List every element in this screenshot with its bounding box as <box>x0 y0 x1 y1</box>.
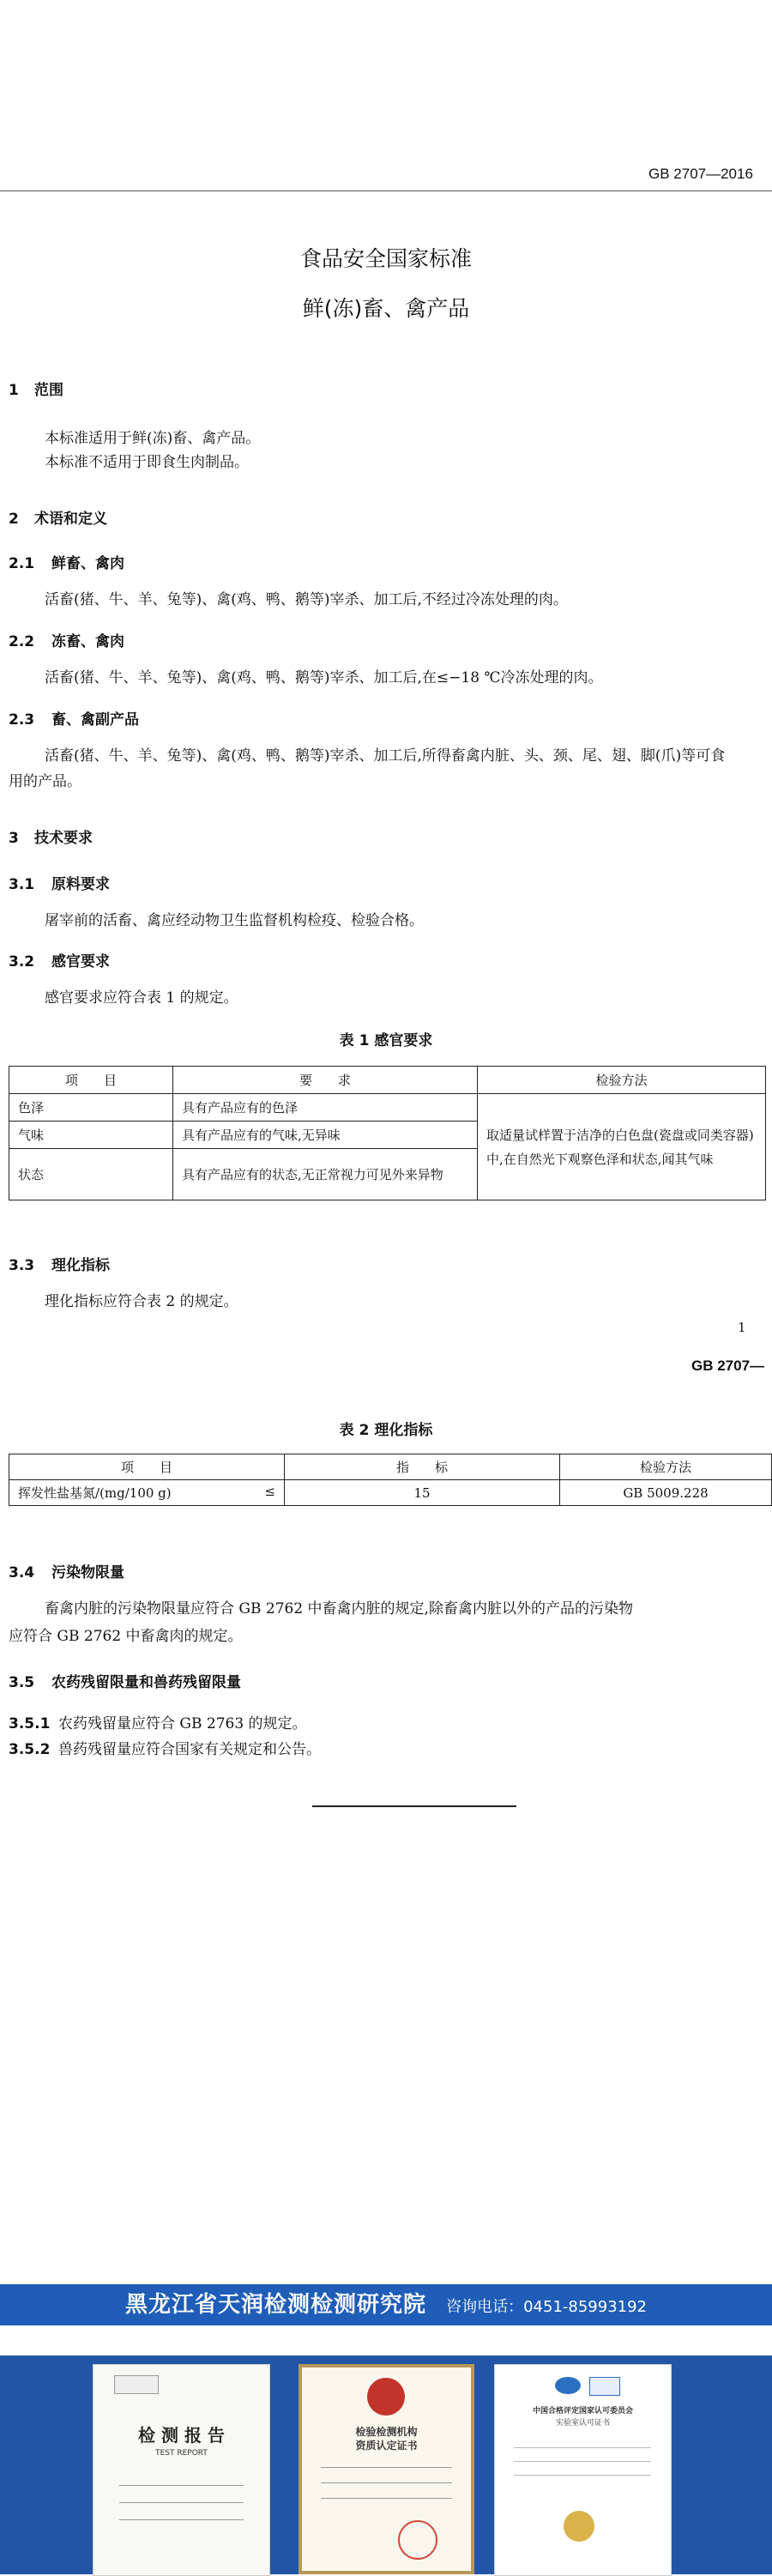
section-3-2-heading: 3.2 感官要求 <box>9 953 110 971</box>
cert-card-qualification <box>299 2364 474 2574</box>
cnas-subtitle: 实验室认可证书 <box>555 2419 610 2428</box>
table-2 <box>9 1454 772 1506</box>
table-1-cell-requirement: 具有产品应有的状态,无正常视力可见外来异物 <box>173 1149 478 1200</box>
section-2-1-heading: 2.1 鲜畜、禽肉 <box>9 555 124 572</box>
ilac-logo-icon <box>555 2377 581 2394</box>
section-3-5-heading: 3.5 农药残留限量和兽药残留限量 <box>9 1674 241 1691</box>
section-2-3-text-1: 活畜(猪、牛、羊、兔等)、禽(鸡、鸭、鹅等)宰杀、加工后,所得畜禽内脏、头、颈、尾、翅、脚(爪)等可食 <box>45 747 726 765</box>
table-1-header-method: 检验方法 <box>478 1067 766 1094</box>
qualification-title-1: 检验检测机构 <box>355 2426 418 2438</box>
cert-card-cnas <box>494 2364 672 2576</box>
section-3-5-1: 3.5.1 农药残留量应符合 GB 2763 的规定。 <box>9 1715 307 1732</box>
section-3-3-heading: 3.3 理化指标 <box>9 1257 110 1274</box>
section-3-4-heading: 3.4 污染物限量 <box>9 1564 124 1581</box>
page-2-doc-code: GB 2707— <box>691 1358 765 1374</box>
test-report-title: 检 测 报 告 <box>138 2425 225 2446</box>
qualification-title-2: 资质认定证书 <box>355 2440 418 2452</box>
table-1-cell-method: 取适量试样置于洁净的白色盘(瓷盘或同类容器)中,在自然光下观察色泽和状态,闻其气味 <box>478 1094 766 1200</box>
section-1-text-2: 本标准不适用于即食生肉制品。 <box>45 454 249 471</box>
section-3-4-text-2: 应符合 GB 2762 中畜禽肉的规定。 <box>9 1628 243 1645</box>
section-2-3-text-2: 用的产品。 <box>9 773 81 790</box>
table-1-header-item: 项 目 <box>9 1067 173 1094</box>
table-2-caption: 表 2 理化指标 <box>339 1422 433 1439</box>
cert-card-test-report <box>93 2364 270 2576</box>
standard-title: 食品安全国家标准 <box>299 246 472 271</box>
cnas-logo-icon <box>589 2377 620 2396</box>
table-1-caption: 表 1 感官要求 <box>339 1032 433 1049</box>
section-2-2-heading: 2.2 冻畜、禽肉 <box>9 633 124 650</box>
end-rule <box>312 1805 516 1807</box>
table-1-cell-item: 色泽 <box>9 1094 173 1122</box>
table-1-cell-requirement: 具有产品应有的色泽 <box>173 1094 478 1122</box>
table-2-cell-operator: ≤ <box>264 1484 275 1499</box>
section-2-1-text: 活畜(猪、牛、羊、兔等)、禽(鸡、鸭、鹅等)宰杀、加工后,不经过冷冻处理的肉。 <box>45 591 568 608</box>
cnas-title: 中国合格评定国家认可委员会 <box>532 2407 633 2416</box>
table-2-cell-item: 挥发性盐基氮/(mg/100 g) ≤ <box>9 1480 285 1506</box>
table-2-header-method: 检验方法 <box>560 1454 772 1480</box>
section-1-text-1: 本标准适用于鲜(冻)畜、禽产品。 <box>45 430 261 447</box>
standard-subtitle: 鲜(冻)畜、禽产品 <box>302 296 470 321</box>
table-1-cell-item: 气味 <box>9 1122 173 1149</box>
page-number: 1 <box>738 1320 746 1335</box>
section-1-heading: 1 范围 <box>9 382 63 399</box>
cma-logo-icon <box>114 2375 159 2394</box>
table-1-cell-requirement: 具有产品应有的气味,无异味 <box>173 1122 478 1149</box>
doc-code: GB 2707—2016 <box>648 166 753 182</box>
table-2-cell-value: 15 <box>285 1480 560 1506</box>
table-1-header-requirement: 要 求 <box>173 1067 478 1094</box>
org-name: 黑龙江省天润检测检测研究院 <box>124 2292 426 2318</box>
section-2-3-heading: 2.3 畜、禽副产品 <box>9 711 139 729</box>
table-2-header-item: 项 目 <box>9 1454 285 1480</box>
section-2-2-text: 活畜(猪、牛、羊、兔等)、禽(鸡、鸭、鹅等)宰杀、加工后,在≤−18 ℃冷冻处理的肉。 <box>45 669 603 686</box>
section-3-1-heading: 3.1 原料要求 <box>9 876 110 893</box>
table-2-cell-method: GB 5009.228 <box>560 1480 772 1506</box>
section-2-heading: 2 术语和定义 <box>9 511 107 528</box>
section-3-3-text: 理化指标应符合表 2 的规定。 <box>45 1293 238 1310</box>
section-3-4-text-1: 畜禽内脏的污染物限量应符合 GB 2762 中畜禽内脏的规定,除畜禽内脏以外的产品的污染物 <box>45 1600 633 1618</box>
section-3-5-2: 3.5.2 兽药残留量应符合国家有关规定和公告。 <box>9 1741 321 1758</box>
table-1-cell-item: 状态 <box>9 1149 173 1200</box>
emblem-icon <box>367 2378 405 2416</box>
section-3-1-text: 屠宰前的活畜、禽应经动物卫生监督机构检疫、检验合格。 <box>45 912 424 929</box>
seal-icon <box>564 2511 594 2542</box>
table-1 <box>9 1066 766 1200</box>
section-3-2-text: 感官要求应符合表 1 的规定。 <box>45 989 238 1007</box>
phone: 咨询电话：0451-85993192 <box>446 2298 648 2316</box>
header-rule <box>0 190 772 191</box>
banner-content <box>0 2284 772 2325</box>
section-3-heading: 3 技术要求 <box>9 830 93 847</box>
test-report-subtitle: TEST REPORT <box>155 2449 208 2458</box>
table-2-header-value: 指 标 <box>285 1454 560 1480</box>
